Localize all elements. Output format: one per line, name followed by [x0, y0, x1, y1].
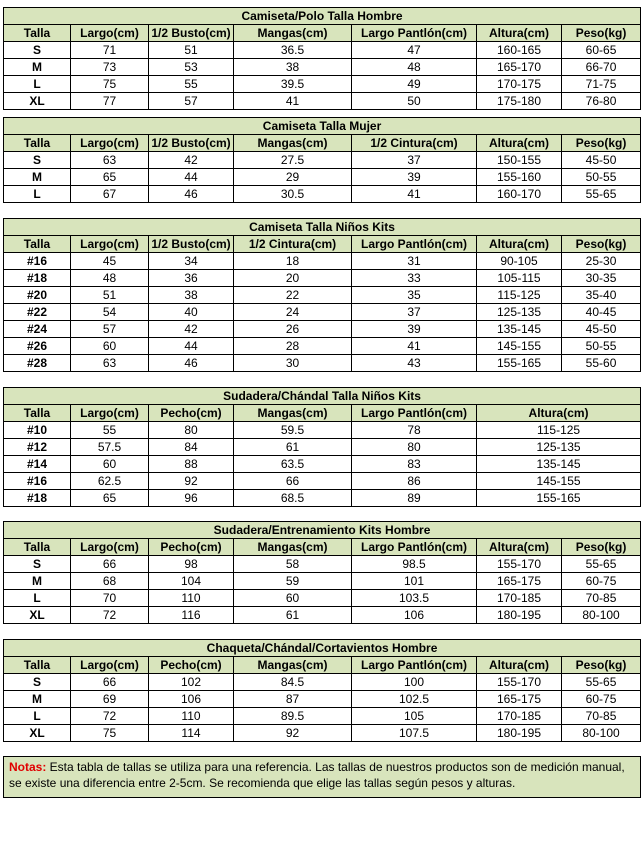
column-header: Largo Pantlón(cm) [352, 539, 477, 556]
table-cell: 46 [149, 186, 234, 203]
table-cell: 89.5 [234, 708, 352, 725]
table-cell: 63.5 [234, 456, 352, 473]
table-row [4, 93, 641, 110]
table-row [4, 422, 641, 439]
table-row [4, 556, 641, 573]
column-header: Largo(cm) [71, 539, 149, 556]
column-header: Altura(cm) [477, 236, 562, 253]
table-cell: 62.5 [71, 473, 149, 490]
table-cell: 69 [71, 691, 149, 708]
header-row [4, 236, 641, 253]
column-header: Talla [4, 236, 71, 253]
table-cell: 80 [149, 422, 234, 439]
table-cell: 49 [352, 76, 477, 93]
table-row [4, 607, 641, 624]
table-cell: 170-185 [477, 708, 562, 725]
notes-box [3, 756, 641, 798]
header-row [4, 657, 641, 674]
column-header: Largo(cm) [71, 657, 149, 674]
table-cell: 27.5 [234, 152, 352, 169]
size-label: L [4, 590, 71, 607]
table-cell: 22 [234, 287, 352, 304]
size-table [3, 7, 641, 110]
table-cell: 115-125 [477, 287, 562, 304]
table-cell: 46 [149, 355, 234, 372]
table-cell: 45 [71, 253, 149, 270]
table-cell: 66 [71, 556, 149, 573]
table-cell: 125-135 [477, 439, 641, 456]
column-header: Talla [4, 657, 71, 674]
table-cell: 155-170 [477, 556, 562, 573]
column-header: Talla [4, 135, 71, 152]
notes-label: Notas: [9, 760, 47, 774]
table-cell: 88 [149, 456, 234, 473]
size-label: L [4, 708, 71, 725]
table-cell: 135-145 [477, 321, 562, 338]
table-cell: 63 [71, 152, 149, 169]
table-cell: 25-30 [562, 253, 641, 270]
header-row [4, 135, 641, 152]
table-cell: 89 [352, 490, 477, 507]
size-label: S [4, 556, 71, 573]
table-cell: 58 [234, 556, 352, 573]
table-row [4, 186, 641, 203]
table-cell: 101 [352, 573, 477, 590]
table-title: Camiseta/Polo Talla Hombre [4, 8, 641, 25]
table-cell: 180-195 [477, 725, 562, 742]
table-cell: 71-75 [562, 76, 641, 93]
column-header: Peso(kg) [562, 236, 641, 253]
table-cell: 38 [149, 287, 234, 304]
table-cell: 115-125 [477, 422, 641, 439]
size-label: #28 [4, 355, 71, 372]
table-row [4, 169, 641, 186]
table-cell: 37 [352, 304, 477, 321]
table-cell: 65 [71, 169, 149, 186]
table-cell: 43 [352, 355, 477, 372]
size-table [3, 639, 641, 742]
table-cell: 55-60 [562, 355, 641, 372]
table-cell: 70 [71, 590, 149, 607]
table-row [4, 439, 641, 456]
column-header: Peso(kg) [562, 539, 641, 556]
table-row [4, 338, 641, 355]
column-header: Largo Pantlón(cm) [352, 405, 477, 422]
table-cell: 39.5 [234, 76, 352, 93]
size-label: #14 [4, 456, 71, 473]
size-label: #12 [4, 439, 71, 456]
column-header: Pecho(cm) [149, 657, 234, 674]
header-row [4, 25, 641, 42]
table-cell: 106 [352, 607, 477, 624]
table-cell: 55-65 [562, 186, 641, 203]
table-cell: 155-165 [477, 355, 562, 372]
table-cell: 31 [352, 253, 477, 270]
table-cell: 102.5 [352, 691, 477, 708]
column-header: Talla [4, 25, 71, 42]
column-header: Altura(cm) [477, 657, 562, 674]
table-cell: 44 [149, 338, 234, 355]
table-cell: 145-155 [477, 338, 562, 355]
table-cell: 57.5 [71, 439, 149, 456]
table-cell: 54 [71, 304, 149, 321]
table-cell: 42 [149, 152, 234, 169]
table-cell: 39 [352, 321, 477, 338]
table-cell: 180-195 [477, 607, 562, 624]
table-title: Camiseta Talla Niños Kits [4, 219, 641, 236]
table-cell: 44 [149, 169, 234, 186]
table-cell: 125-135 [477, 304, 562, 321]
table-cell: 135-145 [477, 456, 641, 473]
table-cell: 61 [234, 439, 352, 456]
column-header: Talla [4, 539, 71, 556]
column-header: 1/2 Busto(cm) [149, 25, 234, 42]
table-cell: 84 [149, 439, 234, 456]
table-cell: 86 [352, 473, 477, 490]
table-cell: 60-75 [562, 573, 641, 590]
size-label: #26 [4, 338, 71, 355]
table-cell: 70-85 [562, 708, 641, 725]
table-cell: 104 [149, 573, 234, 590]
table-cell: 72 [71, 708, 149, 725]
table-cell: 98.5 [352, 556, 477, 573]
table-cell: 55 [149, 76, 234, 93]
table-cell: 160-170 [477, 186, 562, 203]
table-cell: 36.5 [234, 42, 352, 59]
table-row [4, 321, 641, 338]
size-label: XL [4, 607, 71, 624]
size-label: #24 [4, 321, 71, 338]
table-cell: 165-170 [477, 59, 562, 76]
column-header: Pecho(cm) [149, 405, 234, 422]
size-label: M [4, 59, 71, 76]
table-cell: 116 [149, 607, 234, 624]
size-label: #16 [4, 253, 71, 270]
header-row [4, 539, 641, 556]
column-header: Largo(cm) [71, 236, 149, 253]
size-label: XL [4, 725, 71, 742]
table-row [4, 287, 641, 304]
column-header: 1/2 Busto(cm) [149, 135, 234, 152]
table-cell: 155-165 [477, 490, 641, 507]
table-cell: 71 [71, 42, 149, 59]
table-cell: 39 [352, 169, 477, 186]
table-cell: 18 [234, 253, 352, 270]
table-cell: 155-170 [477, 674, 562, 691]
table-cell: 77 [71, 93, 149, 110]
table-cell: 63 [71, 355, 149, 372]
table-title: Sudadera/Chándal Talla Niños Kits [4, 388, 641, 405]
table-cell: 66 [71, 674, 149, 691]
table-row [4, 490, 641, 507]
table-cell: 92 [149, 473, 234, 490]
size-label: S [4, 152, 71, 169]
table-cell: 57 [71, 321, 149, 338]
table-cell: 83 [352, 456, 477, 473]
table-cell: 107.5 [352, 725, 477, 742]
table-title: Chaqueta/Chándal/Cortavientos Hombre [4, 640, 641, 657]
size-label: #16 [4, 473, 71, 490]
table-cell: 37 [352, 152, 477, 169]
table-cell: 48 [71, 270, 149, 287]
table-cell: 84.5 [234, 674, 352, 691]
table-cell: 33 [352, 270, 477, 287]
table-row [4, 152, 641, 169]
column-header: 1/2 Cintura(cm) [234, 236, 352, 253]
header-row [4, 405, 641, 422]
column-header: Largo(cm) [71, 25, 149, 42]
table-cell: 66 [234, 473, 352, 490]
table-cell: 50 [352, 93, 477, 110]
column-header: Mangas(cm) [234, 657, 352, 674]
table-cell: 110 [149, 708, 234, 725]
size-table [3, 117, 641, 203]
table-cell: 59.5 [234, 422, 352, 439]
table-cell: 87 [234, 691, 352, 708]
size-table [3, 521, 641, 624]
size-label: #18 [4, 490, 71, 507]
table-cell: 57 [149, 93, 234, 110]
table-cell: 114 [149, 725, 234, 742]
table-cell: 35 [352, 287, 477, 304]
table-cell: 90-105 [477, 253, 562, 270]
table-row [4, 473, 641, 490]
table-cell: 65 [71, 490, 149, 507]
table-cell: 42 [149, 321, 234, 338]
column-header: Largo Pantlón(cm) [352, 236, 477, 253]
table-cell: 165-175 [477, 691, 562, 708]
size-label: L [4, 76, 71, 93]
size-label: M [4, 169, 71, 186]
table-cell: 73 [71, 59, 149, 76]
table-cell: 80 [352, 439, 477, 456]
table-cell: 175-180 [477, 93, 562, 110]
column-header: Altura(cm) [477, 539, 562, 556]
table-cell: 78 [352, 422, 477, 439]
table-cell: 160-165 [477, 42, 562, 59]
table-row [4, 59, 641, 76]
column-header: Altura(cm) [477, 135, 562, 152]
table-cell: 45-50 [562, 152, 641, 169]
table-row [4, 456, 641, 473]
table-cell: 41 [352, 186, 477, 203]
table-cell: 59 [234, 573, 352, 590]
table-cell: 41 [352, 338, 477, 355]
size-label: M [4, 573, 71, 590]
table-cell: 60 [71, 456, 149, 473]
table-cell: 105-115 [477, 270, 562, 287]
table-cell: 30-35 [562, 270, 641, 287]
table-cell: 51 [149, 42, 234, 59]
table-cell: 150-155 [477, 152, 562, 169]
size-table [3, 218, 641, 372]
table-cell: 92 [234, 725, 352, 742]
column-header: Mangas(cm) [234, 539, 352, 556]
column-header: Mangas(cm) [234, 25, 352, 42]
table-cell: 60-75 [562, 691, 641, 708]
table-cell: 155-160 [477, 169, 562, 186]
table-cell: 26 [234, 321, 352, 338]
table-cell: 60 [234, 590, 352, 607]
table-cell: 36 [149, 270, 234, 287]
size-label: #22 [4, 304, 71, 321]
table-cell: 100 [352, 674, 477, 691]
table-cell: 53 [149, 59, 234, 76]
table-cell: 48 [352, 59, 477, 76]
notes-text: Esta tabla de tallas se utiliza para una referencia. Las tallas de nuestros productos son de medición manual, se existe una diferencia entre 2-5cm. Se recomienda que elige las tallas según pesos y alturas. [9, 760, 625, 790]
table-row [4, 76, 641, 93]
size-label: #18 [4, 270, 71, 287]
table-cell: 29 [234, 169, 352, 186]
column-header: Largo Pantlón(cm) [352, 25, 477, 42]
table-row [4, 725, 641, 742]
table-cell: 55-65 [562, 674, 641, 691]
table-cell: 72 [71, 607, 149, 624]
table-cell: 20 [234, 270, 352, 287]
table-row [4, 253, 641, 270]
table-cell: 34 [149, 253, 234, 270]
table-cell: 170-175 [477, 76, 562, 93]
size-label: XL [4, 93, 71, 110]
table-cell: 61 [234, 607, 352, 624]
column-header: Largo(cm) [71, 135, 149, 152]
column-header: 1/2 Cintura(cm) [352, 135, 477, 152]
table-cell: 170-185 [477, 590, 562, 607]
size-label: S [4, 674, 71, 691]
column-header: Peso(kg) [562, 135, 641, 152]
table-cell: 75 [71, 725, 149, 742]
table-cell: 75 [71, 76, 149, 93]
table-cell: 24 [234, 304, 352, 321]
table-row [4, 355, 641, 372]
table-cell: 50-55 [562, 338, 641, 355]
size-label: L [4, 186, 71, 203]
table-cell: 68 [71, 573, 149, 590]
table-title: Sudadera/Entrenamiento Kits Hombre [4, 522, 641, 539]
column-header: Largo Pantlón(cm) [352, 657, 477, 674]
table-cell: 103.5 [352, 590, 477, 607]
column-header: Peso(kg) [562, 657, 641, 674]
table-cell: 80-100 [562, 725, 641, 742]
column-header: Altura(cm) [477, 405, 641, 422]
table-cell: 35-40 [562, 287, 641, 304]
table-cell: 96 [149, 490, 234, 507]
column-header: Mangas(cm) [234, 135, 352, 152]
table-cell: 28 [234, 338, 352, 355]
table-cell: 30.5 [234, 186, 352, 203]
column-header: Altura(cm) [477, 25, 562, 42]
table-cell: 70-85 [562, 590, 641, 607]
table-row [4, 304, 641, 321]
table-cell: 105 [352, 708, 477, 725]
table-cell: 106 [149, 691, 234, 708]
column-header: 1/2 Busto(cm) [149, 236, 234, 253]
table-row [4, 590, 641, 607]
table-cell: 30 [234, 355, 352, 372]
size-table [3, 387, 641, 507]
table-cell: 80-100 [562, 607, 641, 624]
table-cell: 40-45 [562, 304, 641, 321]
column-header: Peso(kg) [562, 25, 641, 42]
column-header: Pecho(cm) [149, 539, 234, 556]
column-header: Largo(cm) [71, 405, 149, 422]
table-row [4, 708, 641, 725]
table-cell: 60-65 [562, 42, 641, 59]
size-label: S [4, 42, 71, 59]
table-cell: 66-70 [562, 59, 641, 76]
table-cell: 41 [234, 93, 352, 110]
table-cell: 67 [71, 186, 149, 203]
table-cell: 55 [71, 422, 149, 439]
table-row [4, 674, 641, 691]
table-cell: 68.5 [234, 490, 352, 507]
table-cell: 50-55 [562, 169, 641, 186]
column-header: Mangas(cm) [234, 405, 352, 422]
table-row [4, 270, 641, 287]
column-header: Talla [4, 405, 71, 422]
table-cell: 110 [149, 590, 234, 607]
table-row [4, 42, 641, 59]
table-cell: 47 [352, 42, 477, 59]
table-cell: 40 [149, 304, 234, 321]
table-row [4, 691, 641, 708]
table-title: Camiseta Talla Mujer [4, 118, 641, 135]
size-label: #10 [4, 422, 71, 439]
table-cell: 145-155 [477, 473, 641, 490]
table-cell: 98 [149, 556, 234, 573]
table-cell: 51 [71, 287, 149, 304]
table-cell: 55-65 [562, 556, 641, 573]
table-row [4, 573, 641, 590]
table-cell: 165-175 [477, 573, 562, 590]
size-label: M [4, 691, 71, 708]
table-cell: 76-80 [562, 93, 641, 110]
table-cell: 38 [234, 59, 352, 76]
table-cell: 60 [71, 338, 149, 355]
table-cell: 102 [149, 674, 234, 691]
size-label: #20 [4, 287, 71, 304]
table-cell: 45-50 [562, 321, 641, 338]
